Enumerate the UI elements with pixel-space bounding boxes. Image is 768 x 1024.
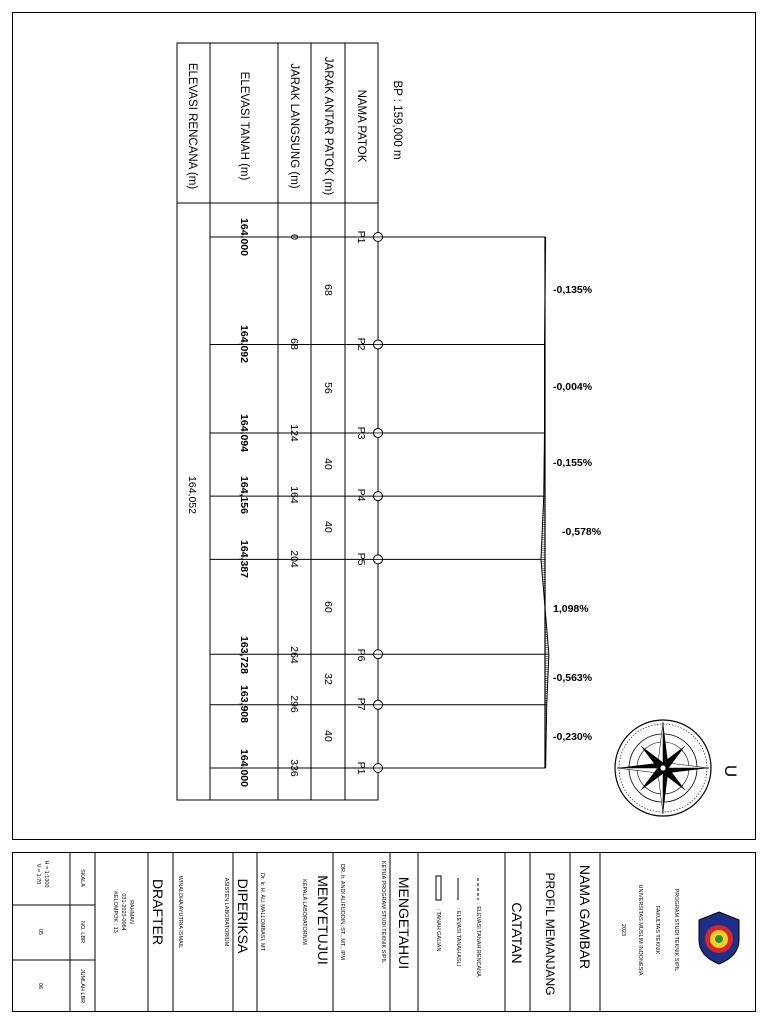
slope-label: -0,155% <box>553 457 593 469</box>
ground-elevation: 164,094 <box>238 414 250 452</box>
cumulative-distance: 0 <box>288 234 300 240</box>
segment-distance: 32 <box>322 673 334 685</box>
cumulative-distance: 336 <box>288 759 300 777</box>
ground-elevation: 164,156 <box>238 476 250 514</box>
skala-v: V = 1:70 <box>35 863 41 885</box>
segment-distance: 40 <box>322 521 334 533</box>
drafter-title: DRAFTER <box>150 878 166 946</box>
cumulative-distance: 296 <box>288 695 300 713</box>
header-elevasi-rencana: ELEVASI RENCANA (m) <box>186 62 198 190</box>
cumulative-distance: 204 <box>288 550 300 568</box>
slope-label: -0,230% <box>553 731 593 743</box>
station-name: P2 <box>355 337 367 351</box>
ground-elevation: 164,387 <box>238 540 250 578</box>
segment-distance: 68 <box>322 284 334 296</box>
cumulative-distance: 164 <box>288 486 300 504</box>
mengetahui-title: MENGETAHUI <box>396 876 412 970</box>
skala-h: H = 1:1300 <box>43 860 49 888</box>
station-name: P5 <box>355 552 367 566</box>
bp-label: BP : 159,000 m <box>391 80 403 160</box>
diperiksa-role: ASISTEN LABORATORIUM <box>223 877 229 947</box>
station-name: P1 <box>355 761 367 775</box>
mengetahui-name: DR. Ir. ANDI ALIFUDDIN, ST., MT., IPM <box>339 864 345 960</box>
institution-year: 2023 <box>620 923 626 937</box>
legend-label: : ELEVASI TANAH RENCANA <box>475 903 481 977</box>
station-name: P7 <box>355 697 367 711</box>
mengetahui-role: KETUA PROGRAM STUDI TEKNIK SIPIL <box>380 860 386 964</box>
slope-label: -0,004% <box>553 381 593 393</box>
drafter-name: RAHMAN <box>128 900 134 924</box>
legend-label: : TANAH GALIAN <box>435 908 441 952</box>
menyetujui-title: MENYETUJUI <box>315 875 331 965</box>
segment-distance: 56 <box>322 382 334 394</box>
menyetujui-role: KEPALA LABORATORIUM <box>301 879 307 945</box>
jumlah-lbr-title: JUMLAH LBR <box>79 968 85 1004</box>
menyetujui-name: Dr. Ir. H. ALI MALLOMBASI, MT <box>259 873 265 951</box>
header-elevasi-tanah: ELEVASI TANAH (m) <box>238 71 250 181</box>
segment-distance: 60 <box>322 601 334 613</box>
nama-gambar-title: NAMA GAMBAR <box>577 864 593 970</box>
ground-elevation: 163,908 <box>238 685 250 723</box>
institution-line1: PROGRAM STUDI TEKNIK SIPIL <box>673 888 679 972</box>
station-name: P4 <box>355 488 367 502</box>
slope-label: -0,563% <box>553 672 593 684</box>
drafter-group: KELOMPOK : 13 <box>112 891 118 933</box>
station-name: P6 <box>355 648 367 662</box>
nama-gambar-value: PROFIL MEMANJANG <box>543 872 557 996</box>
slope-label: 1,098% <box>553 603 589 615</box>
segment-distance: 40 <box>322 458 334 470</box>
slope-label: -0,135% <box>553 284 593 296</box>
university-logo <box>695 910 743 966</box>
catatan-title: CATATAN <box>509 902 525 964</box>
segment-distance: 40 <box>322 730 334 742</box>
no-lbr-title: NO. LBR <box>79 920 85 944</box>
legend-label: : ELEVASI TANAH ASLI <box>455 907 461 967</box>
station-name: P1 <box>355 230 367 244</box>
skala-title: SKALA <box>79 869 85 887</box>
institution-line3: UNIVERSITAS MUSLIM INDONESIA <box>637 884 643 976</box>
header-nama-patok: NAMA PATOK <box>355 89 367 163</box>
institution-line2: FAKULTAS TEKNIK <box>654 905 660 955</box>
slope-label: -0,578% <box>562 526 602 538</box>
header-jarak-antar: JARAK ANTAR PATOK (m) <box>322 56 334 196</box>
legend-symbols <box>436 876 478 900</box>
diperiksa-name: WINALDHA AYUTRIA ISMAIL <box>177 875 183 949</box>
diperiksa-title: DIPERIKSA <box>235 878 251 954</box>
north-label: U <box>721 764 740 778</box>
cumulative-distance: 124 <box>288 424 300 442</box>
header-jarak-langsung: JARAK LANGSUNG (m) <box>288 63 300 189</box>
ground-elevation: 164,000 <box>238 218 250 256</box>
station-name: P3 <box>355 426 367 440</box>
drafter-nim: 031-2023-0064 <box>120 893 126 931</box>
ground-elevation: 164,000 <box>238 749 250 787</box>
cumulative-distance: 68 <box>288 338 300 350</box>
design-elevation: 164,052 <box>186 476 198 514</box>
no-lbr-value: 05 <box>37 928 43 936</box>
cumulative-distance: 264 <box>288 646 300 664</box>
jumlah-lbr-value: 06 <box>37 982 43 990</box>
ground-elevation: 163,728 <box>238 636 250 674</box>
ground-elevation: 164,092 <box>238 325 250 363</box>
